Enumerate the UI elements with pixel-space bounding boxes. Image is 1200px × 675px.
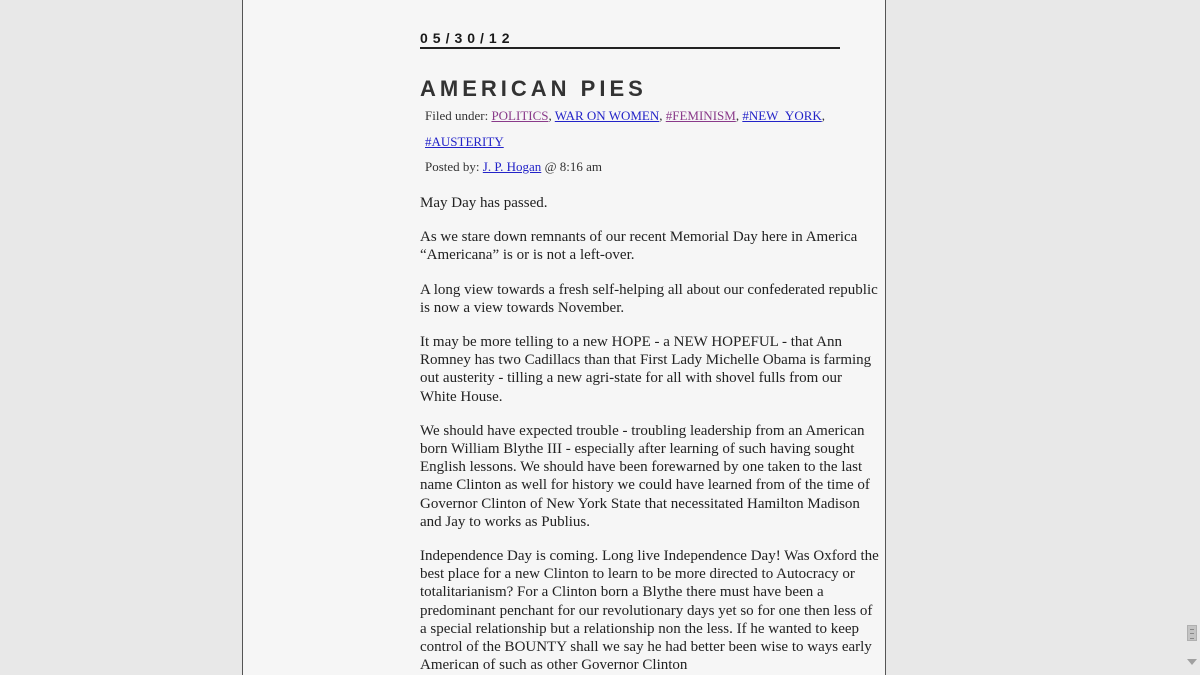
paragraph: A long view towards a fresh self-helping all about our confederated republic is now a view towards November. [420,281,878,316]
blog-page [242,0,886,675]
category-link-feminism[interactable]: #FEMINISM [665,108,736,123]
scrollbar-thumb[interactable] [1187,625,1197,641]
post-title: AMERICAN PIES [420,76,647,101]
posted-by-label: Posted by: [425,159,480,174]
filed-under-label: Filed under: [425,108,489,123]
paragraph: It may be more telling to a new HOPE - a NEW HOPEFUL - that Ann Romney has two Cadillacs than that First Lady Michelle Obama is farming out austerity - tilling a new agri-state for all with shovel fulls from our White House. [420,334,872,405]
category-link-new-york[interactable]: #NEW_YORK [742,108,822,123]
vertical-scrollbar[interactable] [1183,0,1200,675]
author-link[interactable]: J. P. Hogan [482,159,542,174]
post-body [420,194,880,675]
post-time: 8:16 am [559,159,603,174]
category-link-austerity[interactable]: #AUSTERITY [425,134,504,149]
posted-by [425,154,855,180]
filed-under: Filed under: POLITICS, WAR ON WOMEN, #FEMINISM, #NEW_YORK, #AUSTERITY [425,108,826,149]
category-link-politics[interactable]: POLITICS [491,108,549,123]
paragraph: As we stare down remnants of our recent Memorial Day here in America “Americana” is or is not a left-over. [420,229,858,264]
paragraph: We should have expected trouble - troubling leadership from an American born William Blythe III - especially after learning of such having sought English lessons. We should have been forewarned by one taken to the last name Clinton as well for history we could have learned from of the time of Governor Clinton of New York State that necessitated Hamilton Madison and Jay to works as Publius. [420,422,870,530]
time-prefix: @ [544,159,557,174]
date-header [420,30,840,49]
post-date: 05/30/12 [420,30,515,46]
category-link-war-on-women[interactable]: WAR ON WOMEN [554,108,660,123]
paragraph: May Day has passed. [420,195,548,211]
scroll-down-arrow-icon[interactable] [1187,659,1197,665]
grip-icon [1190,629,1194,639]
paragraph: Independence Day is coming. Long live Independence Day! Was Oxford the best place for a new Clinton to learn to be more directed to Autocracy or totalitarianism? For a Clinton born a Blythe there must have been a predominant penchant for our revolutionary days yet so for one then less of a special relationship but a relationship non the less. If he wanted to keep control of the BOUNTY shall we say he had better been wise to ways early American of such as other Governor Clinton [420,548,879,674]
